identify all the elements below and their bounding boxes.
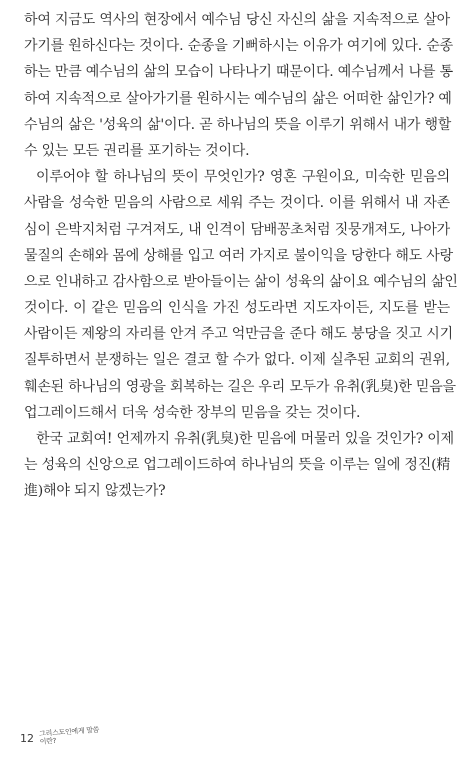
- text-line: 한국 교회여! 언제까지 유취(乳臭)한 믿음에 머물러 있을 것인가? 이제: [36, 431, 454, 447]
- text-line: 하는 만큼 예수님의 삶의 모습이 나타나기 때문이다. 예수님께서 나를 통: [24, 64, 453, 81]
- text-line: 것이다. 이 같은 믿음의 인식을 가진 성도라면 지도자이든, 지도를 받는: [24, 300, 450, 317]
- page-number: 12: [20, 732, 34, 745]
- text-line: 훼손된 하나님의 영광을 회복하는 길은 우리 모두가 유취(乳臭)한 믿음을: [24, 378, 456, 395]
- text-line: 으로 인내하고 감사함으로 받아들이는 삶이 성육의 삶이요 예수님의 삶인: [24, 273, 458, 290]
- text-line: 는 성육의 신앙으로 업그레이드하여 하나님의 뜻을 이루는 일에 정진(精: [24, 457, 451, 474]
- body-text: [24, 7, 458, 505]
- text-line: 이루어야 할 하나님의 뜻이 무엇인가? 영혼 구원이요, 미숙한 믿음의: [36, 169, 450, 186]
- running-title: 그리스도인에게 말씀이란?: [38, 725, 100, 746]
- text-line: 하여 지금도 역사의 현장에서 예수님 당신 자신의 삶을 지속적으로 살아: [24, 12, 450, 28]
- text-line: 進)해야 되지 않겠는가?: [24, 483, 166, 500]
- text-line: 하여 지속적으로 살아가기를 원하시는 예수님의 삶은 어떠한 삶인가? 예: [24, 90, 452, 107]
- text-line: 가기를 원하신다는 것이다. 순종을 기뻐하시는 이유가 여기에 있다. 순종: [24, 38, 453, 55]
- text-line: 업그레이드해서 더욱 성숙한 장부의 믿음을 갖는 것이다.: [24, 404, 361, 421]
- text-line: 수 있는 모든 권리를 포기하는 것이다.: [24, 142, 250, 159]
- text-line: 수님의 삶은 '성육의 삶'이다. 곧 하나님의 뜻을 이루기 위해서 내가 행할: [24, 116, 452, 133]
- text-line: 심이 은박지처럼 구겨져도, 내 인격이 담배꽁초처럼 짓뭉개져도, 나아가: [24, 221, 450, 238]
- text-line: 질투하면서 분쟁하는 일은 결코 할 수가 없다. 이제 실추된 교회의 권위,: [24, 352, 450, 369]
- text-line: 사람이든 제왕의 자리를 안겨 주고 억만금을 준다 해도 붕당을 짓고 시기: [24, 326, 453, 343]
- text-line: 사람을 성숙한 믿음의 사람으로 세워 주는 것이다. 이를 위해서 내 자존: [24, 195, 450, 212]
- text-line: 물질의 손해와 몸에 상해를 입고 여러 가지로 불이익을 당한다 해도 사랑: [24, 247, 453, 264]
- page-footer: [20, 724, 102, 746]
